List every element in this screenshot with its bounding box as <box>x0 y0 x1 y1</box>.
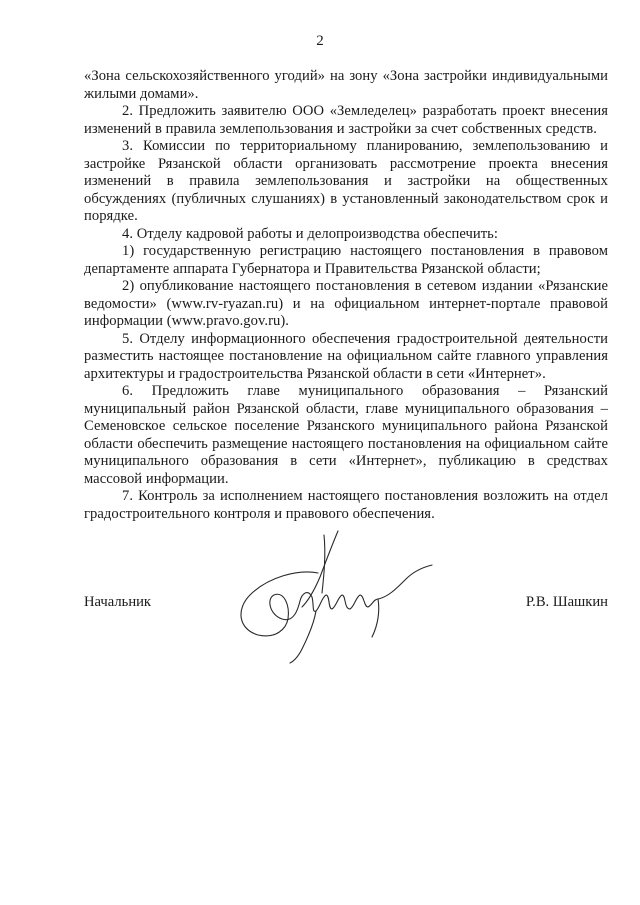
paragraph-continuation: «Зона сельскохозяйственного угодий» на зону «Зона застройки индивидуальными жилыми домами». <box>84 68 608 102</box>
paragraph-item-5: 5. Отделу информационного обеспечения градостроительной деятельности разместить настоящее постановление на официальном сайте главного управления архитектуры и градостроительства Рязанской области в сети «Интернет». <box>84 330 608 382</box>
paragraph-item-4: 4. Отделу кадровой работы и делопроизводства обеспечить: <box>122 225 498 242</box>
paragraph-item-7: 7. Контроль за исполнением настоящего постановления возложить на отдел градостроительного контроля и правового обеспечения. <box>84 488 608 522</box>
handwritten-signature <box>228 525 438 665</box>
paragraph-subitem-2: 2) опубликование настоящего постановления в сетевом издании «Рязанские ведомости» (www.rv-ryazan.ru) и на официальном интернет-портале правовой информации (www.pravo.gov.ru). <box>84 278 608 329</box>
paragraph-item-2: 2. Предложить заявителю ООО «Земледелец» разработать проект внесения изменений в правила землепользования и застройки за счет собственных средств. <box>84 103 608 137</box>
paragraph-item-6: 6. Предложить главе муниципального образования – Рязанский муниципальный район Рязанской области, главе муниципального образования – Семеновское сельское поселение Рязанского муниципального района Рязанской области обеспечить размещение настоящего постановления на официальном сайте муниципального образования в сети «Интернет», публикацию в средствах массовой информации. <box>84 383 608 487</box>
signatory-position: Начальник <box>84 594 152 610</box>
page-number: 2 <box>316 33 324 49</box>
signatory-name: Р.В. Шашкин <box>525 594 608 610</box>
paragraph-subitem-1: 1) государственную регистрацию настоящего постановления в правовом департаменте аппарата Губернатора и Правительства Рязанской области; <box>84 243 608 277</box>
paragraph-item-3: 3. Комиссии по территориальному планированию, землепользованию и застройке Рязанской области организовать рассмотрение проекта внесения изменений в правила землепользования и застройки на общественных обсуждениях (публичных слушаниях) в установленный законодательством срок и порядке. <box>84 138 608 224</box>
document-body <box>84 68 608 523</box>
